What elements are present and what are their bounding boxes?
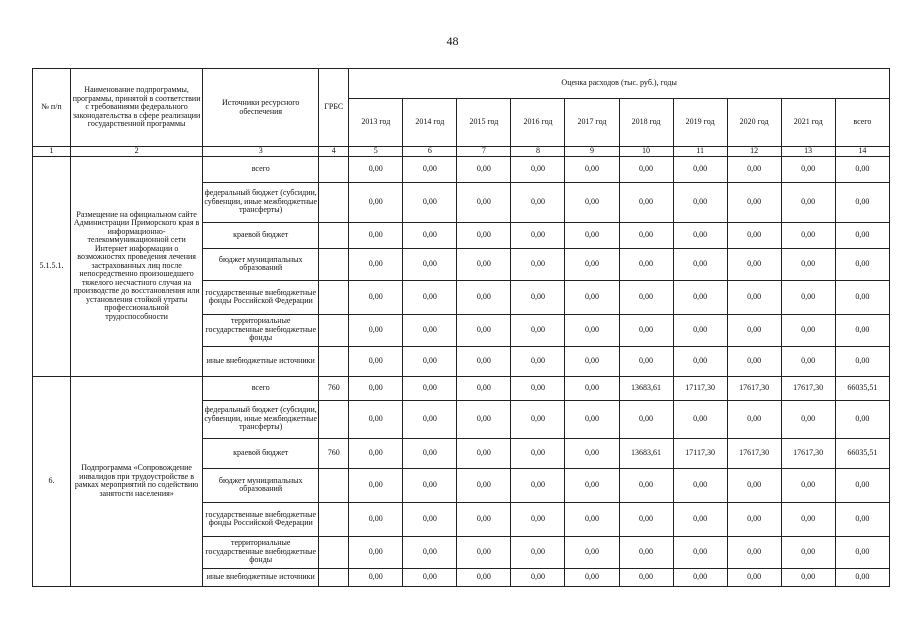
amount-cell: 0,00	[349, 438, 403, 468]
amount-cell: 0,00	[565, 346, 619, 376]
amount-cell: 0,00	[619, 568, 673, 586]
funding-source: иные внебюджетные источники	[203, 346, 319, 376]
amount-cell: 0,00	[511, 314, 565, 346]
amount-cell: 0,00	[457, 280, 511, 314]
amount-cell: 0,00	[619, 156, 673, 182]
grbs-code	[319, 248, 349, 280]
amount-cell: 0,00	[349, 468, 403, 502]
funding-source: всего	[203, 376, 319, 400]
amount-cell: 0,00	[457, 248, 511, 280]
page-number: 48	[446, 34, 459, 48]
funding-source: бюджет муниципальных образований	[203, 248, 319, 280]
amount-cell: 0,00	[835, 156, 889, 182]
header-year: 2015 год	[457, 99, 511, 147]
amount-cell: 0,00	[403, 248, 457, 280]
header-year: 2019 год	[673, 99, 727, 147]
amount-cell: 0,00	[511, 400, 565, 438]
amount-cell: 0,00	[619, 182, 673, 222]
amount-cell: 0,00	[673, 346, 727, 376]
grbs-code	[319, 222, 349, 248]
amount-cell: 0,00	[727, 536, 781, 568]
header-name: Наименование подпрограммы, программы, принятой в соответствии с требованиями федерального законодательства в сфере реализации государственной программы	[71, 69, 203, 147]
amount-cell: 0,00	[619, 222, 673, 248]
amount-cell: 17117,30	[673, 438, 727, 468]
funding-source: иные внебюджетные источники	[203, 568, 319, 586]
header-num: № п/п	[33, 69, 71, 147]
amount-cell: 0,00	[781, 280, 835, 314]
header-estimate: Оценка расходов (тыс. руб.), годы	[349, 69, 890, 99]
amount-cell: 0,00	[565, 182, 619, 222]
column-number: 3	[203, 147, 319, 157]
amount-cell: 0,00	[457, 222, 511, 248]
column-number: 1	[33, 147, 71, 157]
column-number: 10	[619, 147, 673, 157]
amount-cell: 0,00	[457, 346, 511, 376]
amount-cell: 0,00	[835, 280, 889, 314]
grbs-code	[319, 536, 349, 568]
amount-cell: 0,00	[781, 536, 835, 568]
table-row	[33, 376, 890, 400]
amount-cell: 0,00	[403, 156, 457, 182]
program-name: Размещение на официальном сайте Администрации Приморского края в информационно-телекоммуникационной сети Интернет информации о возможностях проведения лечения застрахованных лиц после непосредственно произошедшего тяжелого несчастного случая на производстве до восстановления или установления стойкой утраты профессиональной трудоспособности	[71, 156, 203, 376]
column-number: 13	[781, 147, 835, 157]
amount-cell: 0,00	[835, 400, 889, 438]
amount-cell: 0,00	[565, 438, 619, 468]
amount-cell: 0,00	[619, 400, 673, 438]
funding-source: государственные внебюджетные фонды Российской Федерации	[203, 280, 319, 314]
amount-cell: 0,00	[727, 568, 781, 586]
amount-cell: 0,00	[565, 568, 619, 586]
amount-cell: 0,00	[457, 182, 511, 222]
amount-cell: 0,00	[403, 400, 457, 438]
amount-cell: 0,00	[349, 248, 403, 280]
amount-cell: 0,00	[565, 280, 619, 314]
amount-cell: 17617,30	[727, 438, 781, 468]
amount-cell: 0,00	[349, 182, 403, 222]
amount-cell: 0,00	[403, 314, 457, 346]
amount-cell: 0,00	[511, 438, 565, 468]
amount-cell: 0,00	[511, 468, 565, 502]
funding-source: федеральный бюджет (субсидии, субвенции, иные межбюджетные трансферты)	[203, 400, 319, 438]
amount-cell: 0,00	[349, 536, 403, 568]
amount-cell: 0,00	[403, 438, 457, 468]
amount-cell: 0,00	[403, 502, 457, 536]
table-header	[33, 69, 890, 157]
amount-cell: 0,00	[619, 536, 673, 568]
amount-cell: 0,00	[511, 222, 565, 248]
amount-cell: 66035,51	[835, 376, 889, 400]
funding-source: территориальные государственные внебюджетные фонды	[203, 314, 319, 346]
amount-cell: 0,00	[727, 248, 781, 280]
amount-cell: 0,00	[835, 314, 889, 346]
amount-cell: 0,00	[673, 536, 727, 568]
grbs-code: 760	[319, 438, 349, 468]
amount-cell: 0,00	[565, 376, 619, 400]
funding-source: краевой бюджет	[203, 222, 319, 248]
amount-cell: 17617,30	[781, 438, 835, 468]
amount-cell: 0,00	[511, 346, 565, 376]
amount-cell: 0,00	[457, 536, 511, 568]
column-number: 4	[319, 147, 349, 157]
column-number: 9	[565, 147, 619, 157]
amount-cell: 0,00	[835, 248, 889, 280]
amount-cell: 0,00	[403, 568, 457, 586]
amount-cell: 0,00	[835, 502, 889, 536]
amount-cell: 0,00	[835, 536, 889, 568]
grbs-code	[319, 314, 349, 346]
amount-cell: 0,00	[349, 222, 403, 248]
funding-source: бюджет муниципальных образований	[203, 468, 319, 502]
amount-cell: 0,00	[781, 568, 835, 586]
header-year: 2020 год	[727, 99, 781, 147]
amount-cell: 0,00	[511, 536, 565, 568]
grbs-code	[319, 182, 349, 222]
header-year: 2017 год	[565, 99, 619, 147]
table-body	[33, 156, 890, 586]
amount-cell: 0,00	[457, 314, 511, 346]
budget-table	[32, 68, 890, 587]
header-year: 2014 год	[403, 99, 457, 147]
amount-cell: 0,00	[835, 468, 889, 502]
column-number: 7	[457, 147, 511, 157]
funding-source: всего	[203, 156, 319, 182]
header-year: 2016 год	[511, 99, 565, 147]
column-number: 11	[673, 147, 727, 157]
amount-cell: 0,00	[403, 222, 457, 248]
amount-cell: 0,00	[781, 314, 835, 346]
amount-cell: 66035,51	[835, 438, 889, 468]
amount-cell: 0,00	[565, 156, 619, 182]
amount-cell: 0,00	[511, 280, 565, 314]
table-row	[33, 156, 890, 182]
column-number: 6	[403, 147, 457, 157]
amount-cell: 0,00	[835, 346, 889, 376]
amount-cell: 0,00	[619, 280, 673, 314]
amount-cell: 0,00	[511, 156, 565, 182]
amount-cell: 0,00	[457, 376, 511, 400]
amount-cell: 0,00	[511, 248, 565, 280]
column-number-row	[33, 147, 890, 157]
amount-cell: 0,00	[457, 468, 511, 502]
amount-cell: 0,00	[727, 156, 781, 182]
amount-cell: 0,00	[673, 248, 727, 280]
amount-cell: 0,00	[457, 438, 511, 468]
amount-cell: 0,00	[727, 502, 781, 536]
amount-cell: 0,00	[835, 568, 889, 586]
amount-cell: 0,00	[511, 568, 565, 586]
header-year: 2013 год	[349, 99, 403, 147]
amount-cell: 0,00	[565, 502, 619, 536]
amount-cell: 0,00	[349, 156, 403, 182]
amount-cell: 13683,61	[619, 376, 673, 400]
amount-cell: 0,00	[673, 502, 727, 536]
amount-cell: 0,00	[727, 182, 781, 222]
amount-cell: 0,00	[781, 502, 835, 536]
grbs-code	[319, 468, 349, 502]
amount-cell: 0,00	[781, 156, 835, 182]
amount-cell: 0,00	[403, 346, 457, 376]
amount-cell: 0,00	[835, 182, 889, 222]
amount-cell: 0,00	[781, 400, 835, 438]
amount-cell: 0,00	[565, 400, 619, 438]
amount-cell: 0,00	[565, 314, 619, 346]
amount-cell: 0,00	[619, 468, 673, 502]
amount-cell: 0,00	[511, 376, 565, 400]
amount-cell: 0,00	[349, 400, 403, 438]
amount-cell: 0,00	[349, 346, 403, 376]
program-name: Подпрограмма «Сопровождение инвалидов при трудоустройстве в рамках мероприятий по содействию занятости населения»	[71, 376, 203, 586]
grbs-code	[319, 400, 349, 438]
grbs-code	[319, 502, 349, 536]
grbs-code	[319, 346, 349, 376]
row-number: 5.1.5.1.	[33, 156, 71, 376]
amount-cell: 0,00	[565, 222, 619, 248]
amount-cell: 0,00	[349, 568, 403, 586]
header-year: 2018 год	[619, 99, 673, 147]
header-year: 2021 год	[781, 99, 835, 147]
amount-cell: 0,00	[403, 468, 457, 502]
amount-cell: 0,00	[781, 468, 835, 502]
amount-cell: 0,00	[727, 314, 781, 346]
amount-cell: 0,00	[673, 314, 727, 346]
amount-cell: 0,00	[727, 222, 781, 248]
amount-cell: 0,00	[403, 536, 457, 568]
header-source: Источники ресурсного обеспечения	[203, 69, 319, 147]
amount-cell: 0,00	[619, 314, 673, 346]
amount-cell: 0,00	[565, 248, 619, 280]
column-number: 5	[349, 147, 403, 157]
header-year: всего	[835, 99, 889, 147]
amount-cell: 0,00	[673, 280, 727, 314]
funding-source: территориальные государственные внебюджетные фонды	[203, 536, 319, 568]
amount-cell: 0,00	[673, 222, 727, 248]
funding-source: федеральный бюджет (субсидии, субвенции, иные межбюджетные трансферты)	[203, 182, 319, 222]
funding-source: краевой бюджет	[203, 438, 319, 468]
amount-cell: 0,00	[565, 468, 619, 502]
column-number: 8	[511, 147, 565, 157]
amount-cell: 0,00	[781, 222, 835, 248]
amount-cell: 0,00	[349, 376, 403, 400]
amount-cell: 0,00	[673, 182, 727, 222]
amount-cell: 0,00	[673, 468, 727, 502]
amount-cell: 0,00	[511, 182, 565, 222]
amount-cell: 0,00	[781, 248, 835, 280]
column-number: 2	[71, 147, 203, 157]
amount-cell: 0,00	[457, 568, 511, 586]
amount-cell: 0,00	[781, 182, 835, 222]
amount-cell: 0,00	[673, 400, 727, 438]
amount-cell: 13683,61	[619, 438, 673, 468]
amount-cell: 0,00	[673, 568, 727, 586]
amount-cell: 0,00	[619, 502, 673, 536]
amount-cell: 0,00	[457, 400, 511, 438]
amount-cell: 0,00	[457, 502, 511, 536]
grbs-code	[319, 156, 349, 182]
amount-cell: 0,00	[727, 346, 781, 376]
amount-cell: 0,00	[619, 346, 673, 376]
amount-cell: 0,00	[457, 156, 511, 182]
amount-cell: 0,00	[673, 156, 727, 182]
amount-cell: 0,00	[781, 346, 835, 376]
amount-cell: 17617,30	[727, 376, 781, 400]
amount-cell: 0,00	[403, 376, 457, 400]
amount-cell: 0,00	[565, 536, 619, 568]
amount-cell: 0,00	[349, 502, 403, 536]
amount-cell: 0,00	[403, 182, 457, 222]
amount-cell: 17617,30	[781, 376, 835, 400]
grbs-code: 760	[319, 376, 349, 400]
amount-cell: 0,00	[349, 280, 403, 314]
column-number: 14	[835, 147, 889, 157]
grbs-code	[319, 280, 349, 314]
amount-cell: 0,00	[835, 222, 889, 248]
amount-cell: 17117,30	[673, 376, 727, 400]
row-number: 6.	[33, 376, 71, 586]
amount-cell: 0,00	[727, 468, 781, 502]
header-grbs: ГРБС	[319, 69, 349, 147]
amount-cell: 0,00	[511, 502, 565, 536]
amount-cell: 0,00	[403, 280, 457, 314]
amount-cell: 0,00	[727, 280, 781, 314]
amount-cell: 0,00	[349, 314, 403, 346]
column-number: 12	[727, 147, 781, 157]
amount-cell: 0,00	[727, 400, 781, 438]
grbs-code	[319, 568, 349, 586]
amount-cell: 0,00	[619, 248, 673, 280]
funding-source: государственные внебюджетные фонды Российской Федерации	[203, 502, 319, 536]
